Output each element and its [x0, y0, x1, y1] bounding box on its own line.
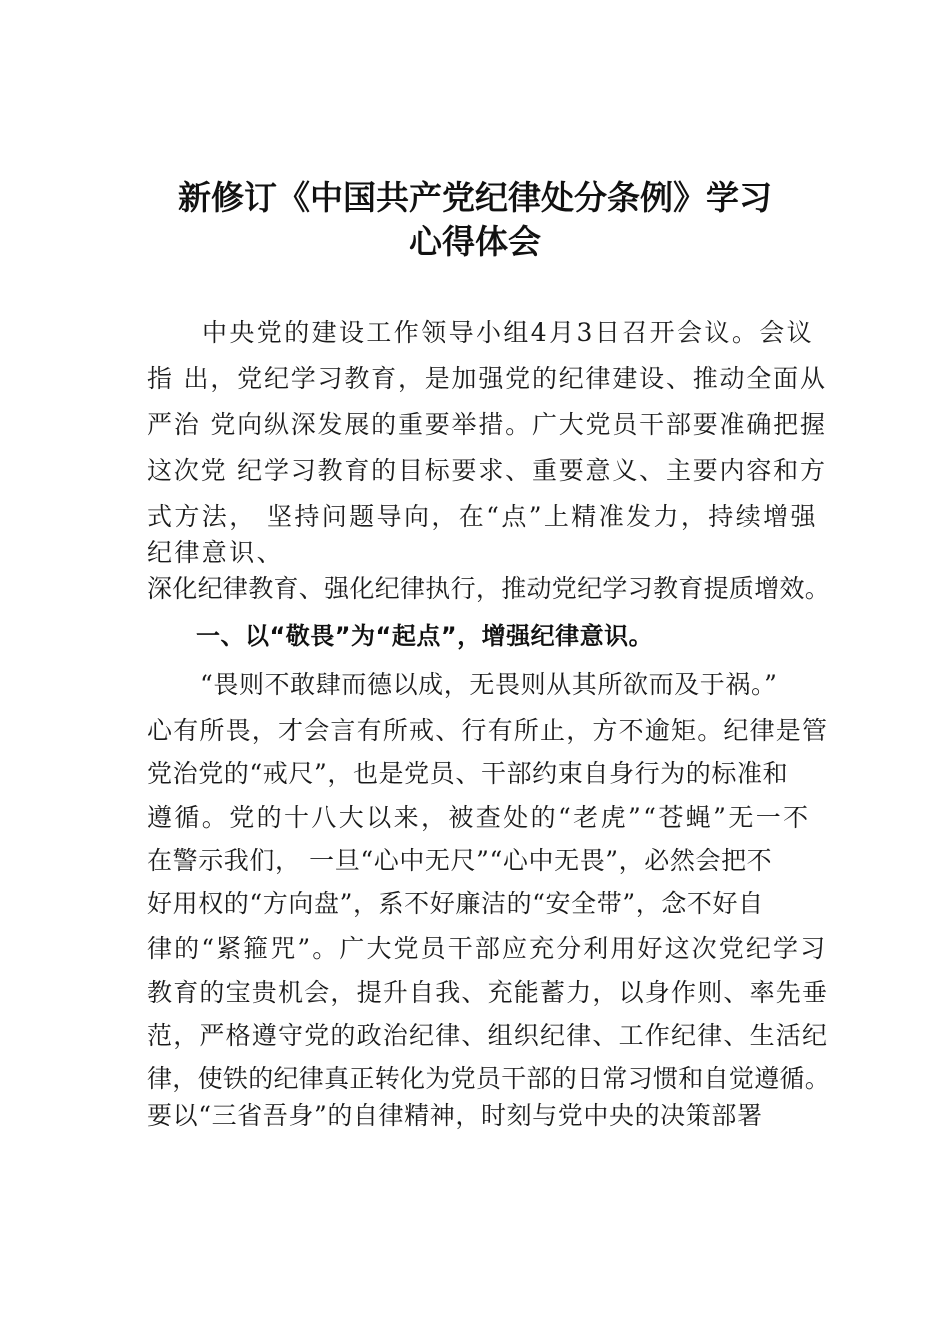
- paragraph-line: 在警示我们， 一旦“心中无尺”“心中无畏”，必然会把不: [147, 846, 773, 875]
- paragraph-line: 律，使铁的纪律真正转化为党员干部的日常习惯和自觉遵循。: [147, 1064, 831, 1093]
- paragraph-line: 深化纪律教育、强化纪律执行，推动党纪学习教育提质增效。: [147, 574, 831, 603]
- paragraph-line: 纪律意识、: [147, 538, 285, 567]
- paragraph-line: 好用权的“方向盘”，系不好廉洁的“安全带”，念不好自: [147, 889, 764, 918]
- section-heading: 一、以“敬畏”为“起点”，增强纪律意识。: [196, 622, 654, 650]
- paragraph-line: 律的“紧箍咒”。广大党员干部应充分利用好这次党纪学习: [147, 934, 828, 963]
- paragraph-line: 严治 党向纵深发展的重要举措。广大党员干部要准确把握: [147, 410, 827, 439]
- document-title-line-2: 心得体会: [409, 222, 541, 261]
- paragraph-line: 中央党的建设工作领导小组4月3日召开会议。会议: [202, 318, 815, 347]
- paragraph-line: 这次党 纪学习教育的目标要求、重要意义、主要内容和方: [147, 456, 827, 485]
- paragraph-line: 遵循。党的十八大以来，被查处的“老虎”“苍蝇”无一不: [147, 803, 811, 832]
- paragraph-line: 心有所畏，才会言有所戒、行有所止，方不逾矩。纪律是管: [147, 716, 829, 745]
- document-title-line-1: 新修订《中国共产党纪律处分条例》学习: [178, 178, 772, 217]
- paragraph-line: 党治党的“戒尺”，也是党员、干部约束自身行为的标准和: [147, 759, 789, 788]
- paragraph-line: 指 出，党纪学习教育，是加强党的纪律建设、推动全面从: [147, 364, 827, 393]
- paragraph-line: 要以“三省吾身”的自律精神，时刻与党中央的决策部署: [147, 1101, 763, 1130]
- paragraph-line: 教育的宝贵机会，提升自我、充能蓄力，以身作则、率先垂: [147, 978, 829, 1007]
- paragraph-line: 范，严格遵守党的政治纪律、组织纪律、工作纪律、生活纪: [147, 1021, 829, 1050]
- paragraph-line: “畏则不敢肆而德以成，无畏则从其所欲而及于祸。”: [200, 670, 778, 699]
- paragraph-line: 式方法， 坚持问题导向，在“点”上精准发力，持续增强: [147, 502, 818, 531]
